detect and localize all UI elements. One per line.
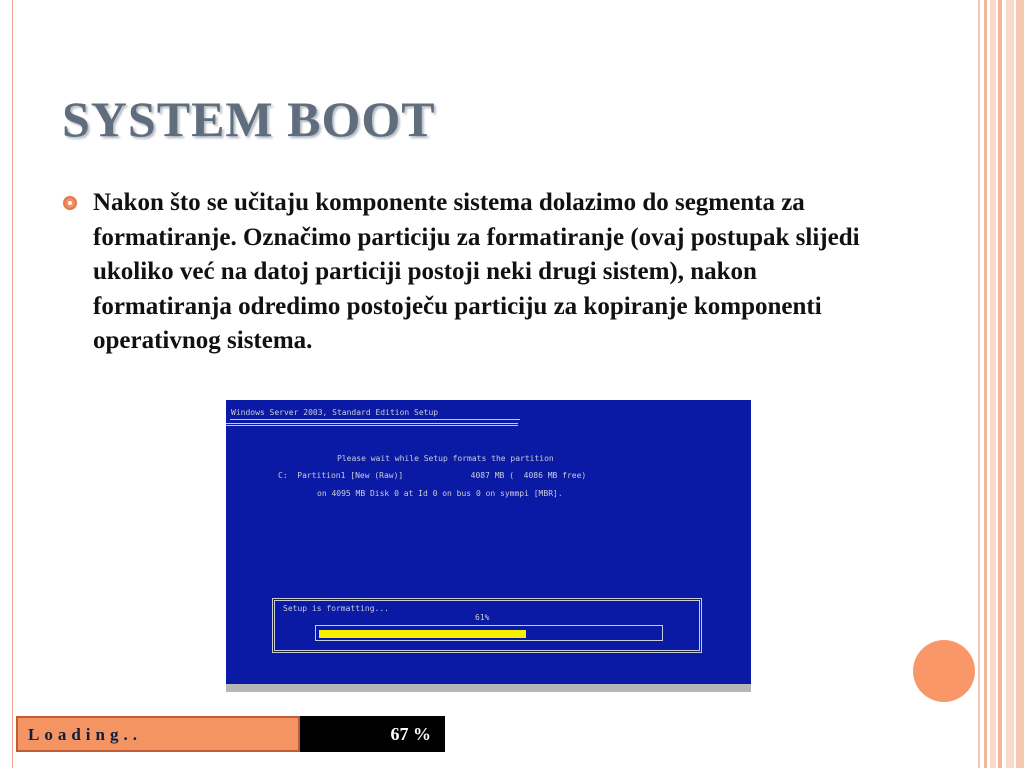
- decorative-stripe: [998, 0, 1002, 768]
- decorative-stripe: [978, 0, 980, 768]
- decorative-stripe: [984, 0, 987, 768]
- loading-percent: 67 %: [390, 724, 431, 744]
- setup-wait-message: Please wait while Setup formats the partition: [337, 454, 554, 463]
- loading-percent-box: [300, 716, 445, 752]
- bullet-text: Nakon što se učitaju komponente sistema dolazimo do segmenta za formatiranje. Označimo particiju za formatiranje (ovaj postupak slijedi ukoliko već na datoj particiji postoji neki drugi sistem), nakon formatiranja odredimo postoječu particiju za kopiranje komponenti operativnog sistema.: [93, 189, 860, 354]
- progress-label: Setup is formatting...: [283, 604, 389, 613]
- decorative-stripe: [1006, 0, 1014, 768]
- progress-fill: [319, 630, 526, 638]
- progress-track: [315, 625, 663, 641]
- setup-header-rule: [230, 419, 520, 420]
- loading-bar: [16, 716, 300, 752]
- decorative-stripe: [990, 0, 996, 768]
- decorative-stripe: [1016, 0, 1024, 768]
- setup-screenshot-edge: [226, 684, 751, 692]
- setup-screenshot: [226, 400, 751, 684]
- slide-title: SYSTEM BOOT: [62, 91, 436, 147]
- progress-percent: 61%: [475, 613, 490, 622]
- loading-label: Loading..: [28, 725, 142, 744]
- setup-disk-line: on 4095 MB Disk 0 at Id 0 on bus 0 on symmpi [MBR].: [317, 489, 563, 498]
- setup-partition-line: C: Partition1 [New (Raw)] 4087 MB ( 4086 MB free): [278, 471, 587, 480]
- setup-header: Windows Server 2003, Standard Edition Setup: [231, 408, 439, 417]
- format-progress-box: [272, 598, 702, 653]
- setup-header-divider: [226, 423, 518, 426]
- decorative-circle: [913, 640, 975, 702]
- left-border-line: [12, 0, 13, 768]
- bullet-circle-icon: [63, 196, 77, 210]
